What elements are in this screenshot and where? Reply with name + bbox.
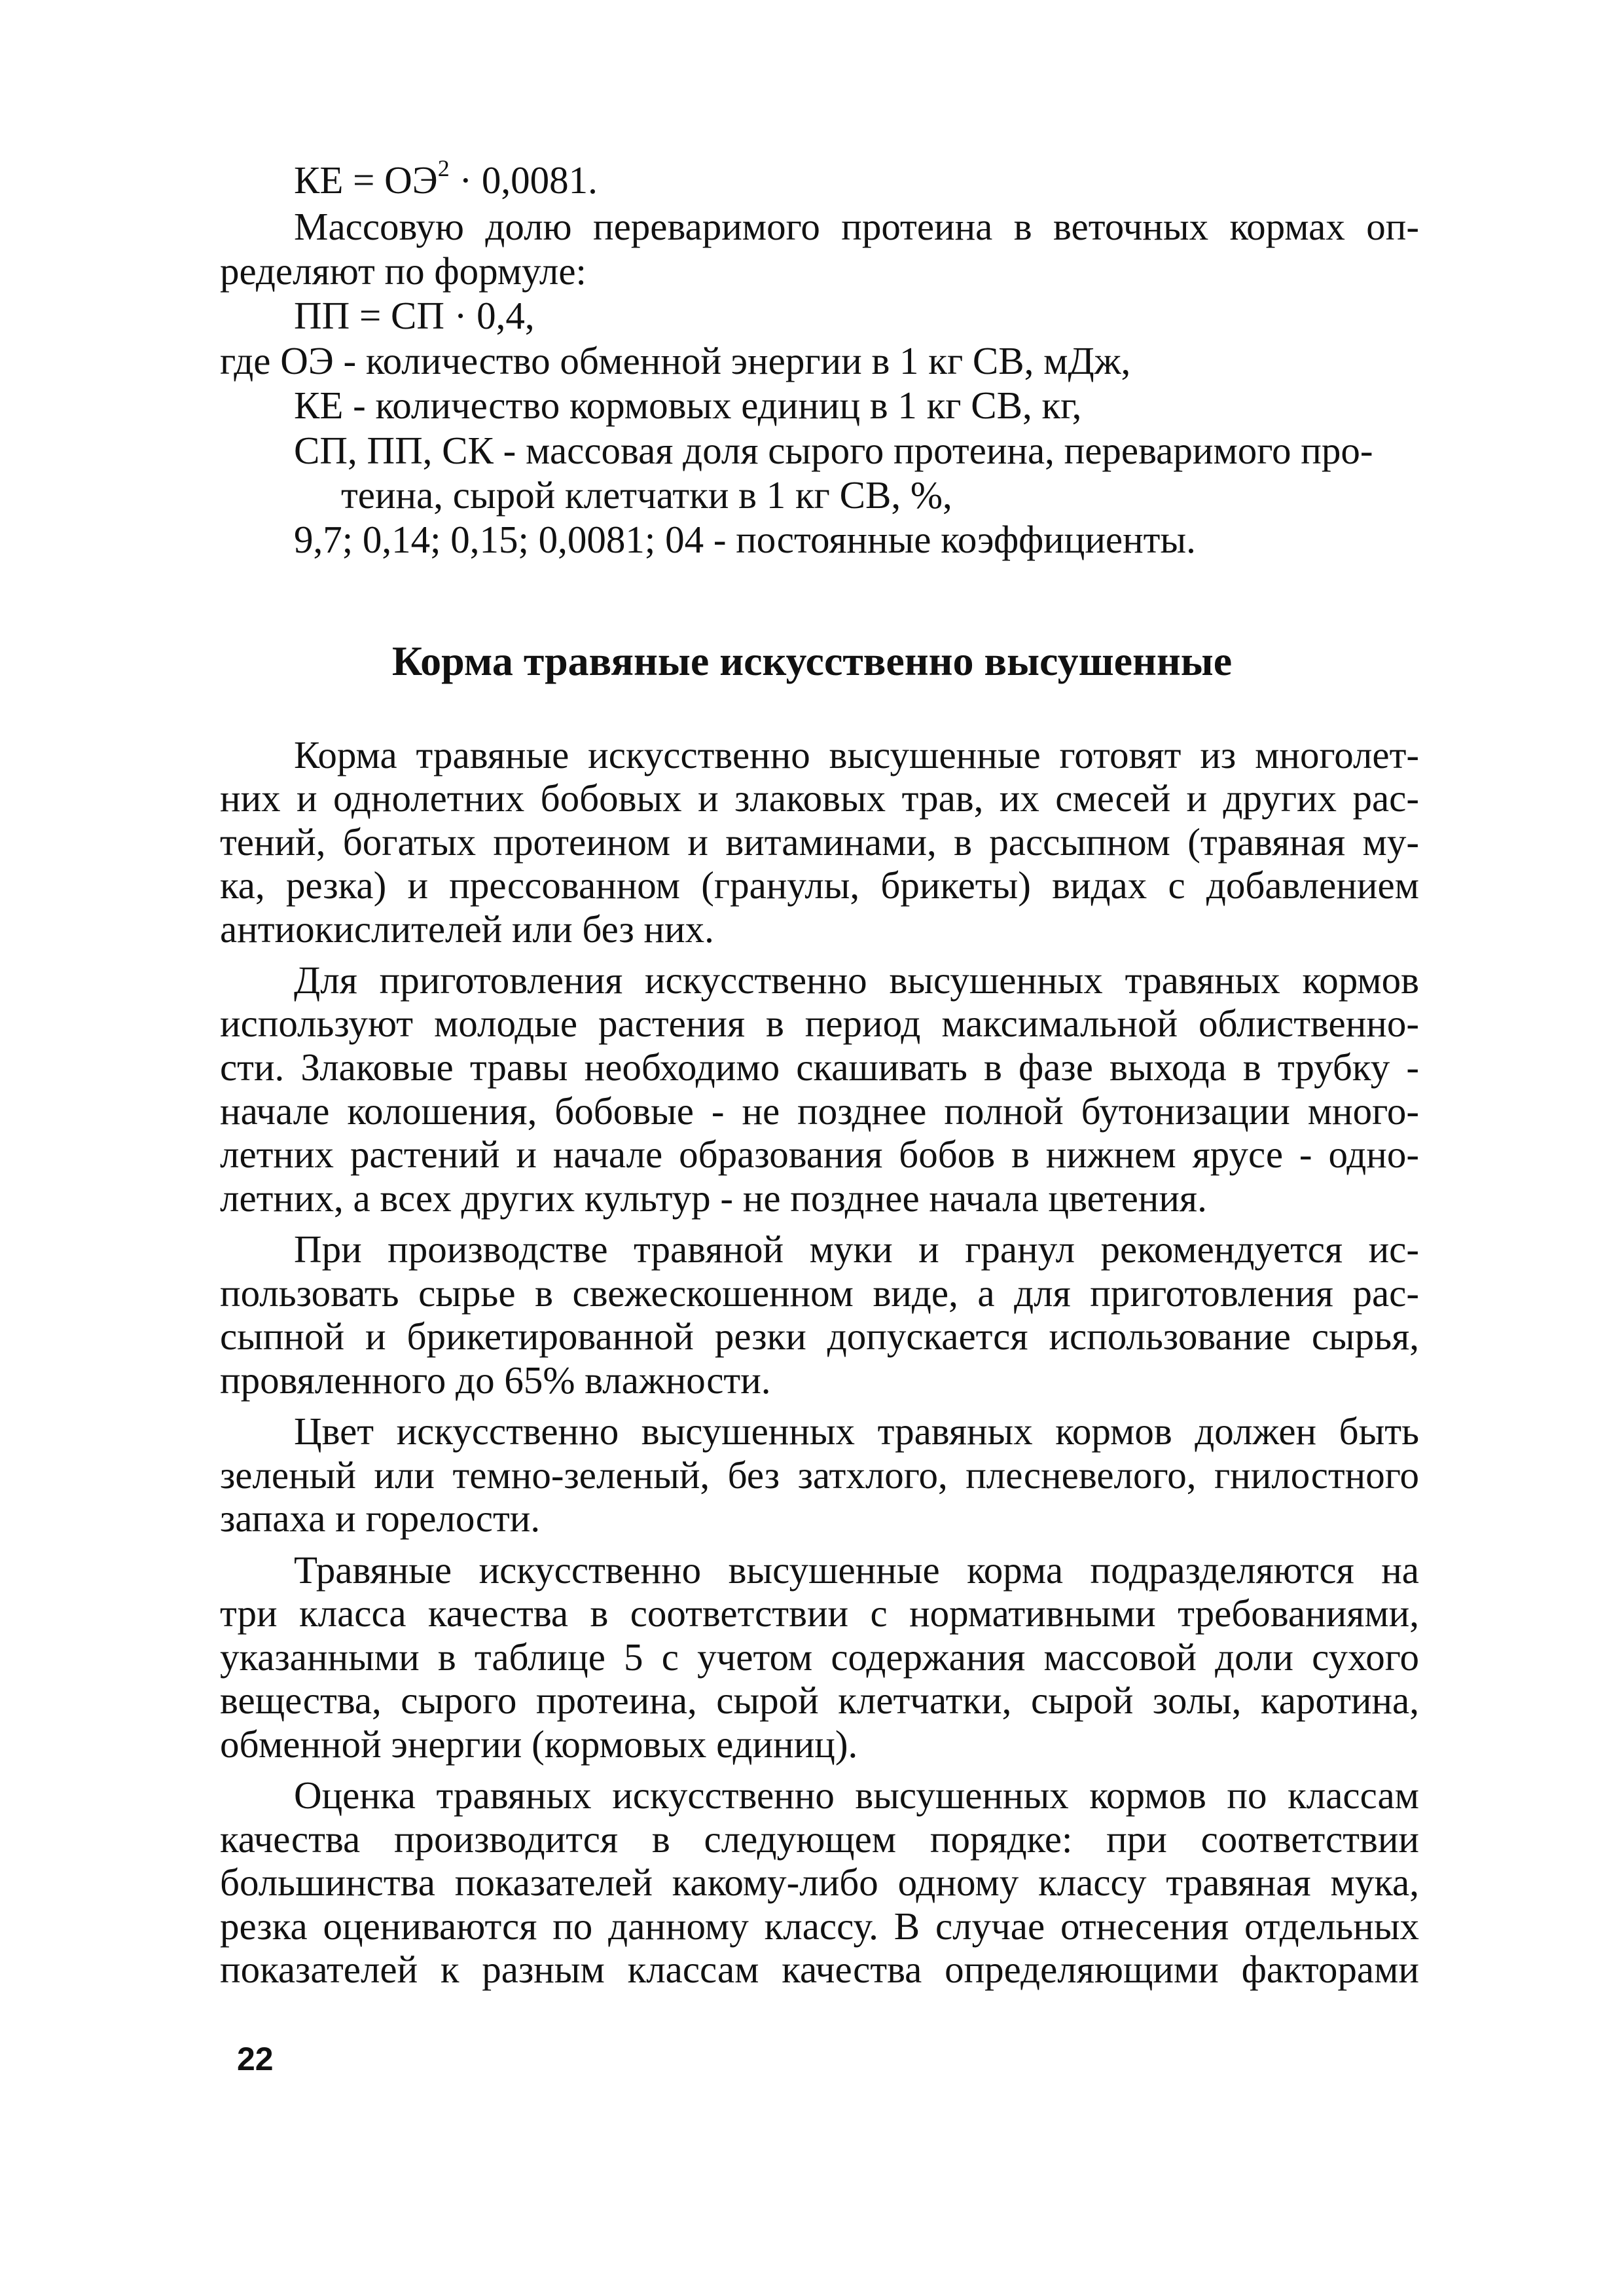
intro-line-1: Массовую долю переваримого протеина в веточных кормах оп-	[294, 205, 1419, 248]
body-line: указанными в таблице 5 с учетом содержания массовой доли сухого	[220, 1635, 1419, 1679]
section-heading: Корма травяные искусственно высушенные	[391, 638, 1233, 684]
body-line: При производстве травяной муки и гранул рекомендуется ис-	[294, 1228, 1419, 1271]
body-line: запаха и горелости.	[220, 1497, 541, 1540]
formula-ke-left: КЕ = ОЭ	[294, 158, 438, 202]
body-line: начале колошения, бобовые - не позднее полной бутонизации много-	[220, 1089, 1419, 1133]
body-line: три класса качества в соответствии с нормативными требованиями,	[220, 1592, 1419, 1635]
body-line: качества производится в следующем порядке: при соответствии	[220, 1817, 1419, 1861]
body-line: обменной энергии (кормовых единиц).	[220, 1722, 858, 1766]
body-line: антиокислителей или без них.	[220, 907, 714, 951]
legend-ke: КЕ - количество кормовых единиц в 1 кг СВ, кг,	[294, 384, 1082, 427]
body-line: Корма травяные искусственно высушенные готовят из многолет-	[294, 733, 1419, 776]
body-line: провяленного до 65% влажности.	[220, 1358, 771, 1402]
body-line: Оценка травяных искусственно высушенных кормов по классам	[294, 1774, 1419, 1817]
page-number: 22	[237, 2041, 274, 2077]
body-line: зеленый или темно-зеленый, без затхлого, плесневелого, гнилостного	[220, 1453, 1419, 1497]
body-line: большинства показателей какому-либо одному классу травяная мука,	[220, 1861, 1419, 1904]
legend-constants: 9,7; 0,14; 0,15; 0,0081; 04 - постоянные коэффициенты.	[294, 518, 1196, 561]
formula-ke-superscript: 2	[437, 155, 450, 181]
body-line: используют молодые растения в период максимальной облиственно-	[220, 1002, 1419, 1045]
body-line: ка, резка) и прессованном (гранулы, брикеты) видах с добавлением	[220, 864, 1419, 907]
formula-ke	[294, 157, 598, 203]
body-line: тений, богатых протеином и витаминами, в рассыпном (травяная му-	[220, 820, 1419, 864]
body-line: резка оцениваются по данному классу. В случае отнесения отдельных	[220, 1904, 1419, 1948]
body-line: показателей к разным классам качества определяющими факторами	[220, 1948, 1419, 1991]
intro-line-2: ределяют по формуле:	[220, 249, 586, 293]
legend-oe: где ОЭ - количество обменной энергии в 1 кг СВ, мДж,	[220, 339, 1131, 382]
body-line: сти. Злаковые травы необходимо скашивать в фазе выхода в трубку -	[220, 1046, 1419, 1089]
body-line: них и однолетних бобовых и злаковых трав, их смесей и других рас-	[220, 776, 1419, 820]
body-line: Цвет искусственно высушенных травяных кормов должен быть	[294, 1410, 1419, 1453]
body-line: летних, а всех других культур - не позднее начала цветения.	[220, 1176, 1207, 1220]
formula-ke-right: · 0,0081.	[449, 158, 598, 202]
formula-pp: ПП = СП · 0,4,	[294, 294, 535, 337]
body-line: сыпной и брикетированной резки допускается использование сырья,	[220, 1315, 1419, 1358]
body-line: летних растений и начале образования бобов в нижнем ярусе - одно-	[220, 1133, 1419, 1176]
body-line: Травяные искусственно высушенные корма подразделяются на	[294, 1548, 1419, 1592]
body-line: пользовать сырье в свежескошенном виде, а для приготовления рас-	[220, 1271, 1419, 1315]
body-line: Для приготовления искусственно высушенных травяных кормов	[294, 958, 1419, 1002]
legend-sp-line-2: теина, сырой клетчатки в 1 кг СВ, %,	[341, 473, 952, 517]
body-line: вещества, сырого протеина, сырой клетчатки, сырой золы, каротина,	[220, 1679, 1419, 1722]
legend-sp-line-1: СП, ПП, СК - массовая доля сырого протеина, переваримого про-	[294, 429, 1373, 472]
